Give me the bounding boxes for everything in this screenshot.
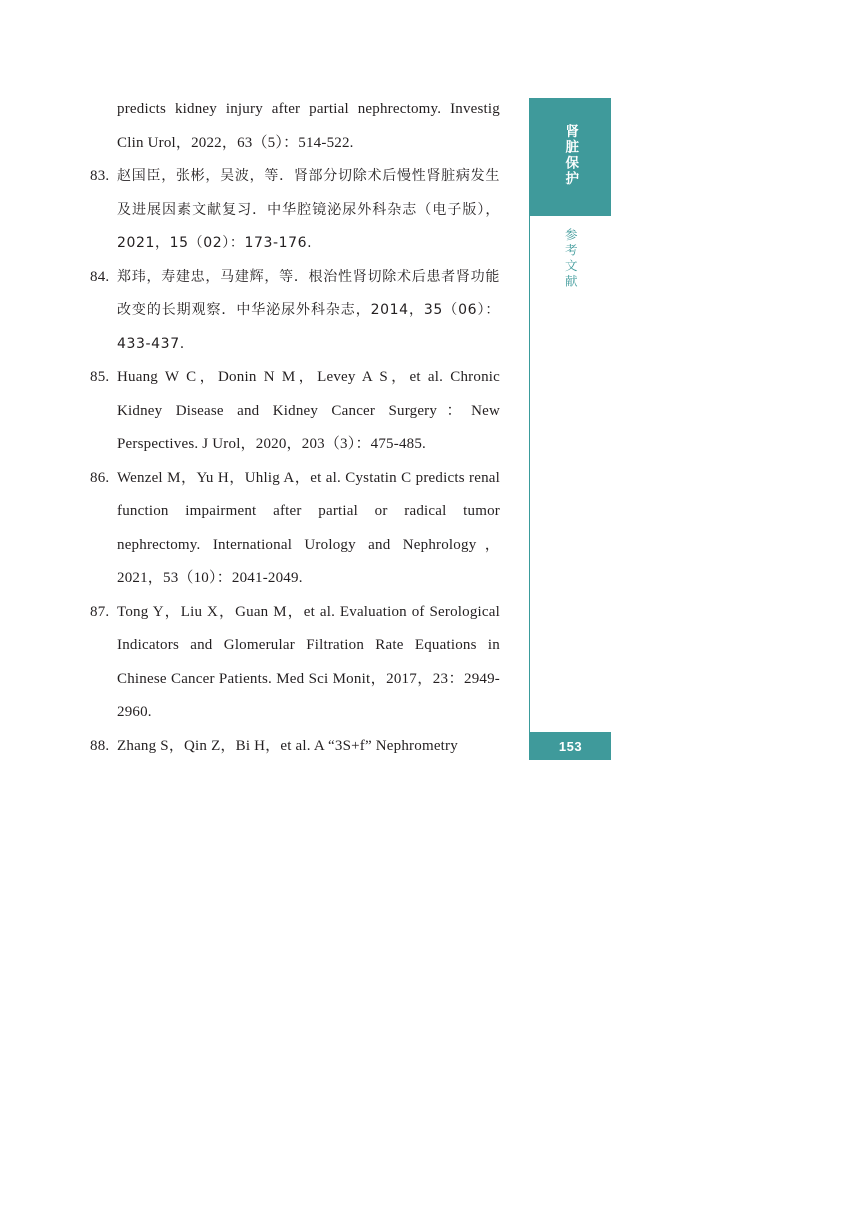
side-rail (529, 98, 611, 760)
reference-number: 85. (90, 369, 110, 385)
reference-number: 83. (90, 168, 110, 184)
reference-item (90, 261, 500, 362)
page-number: 153 (530, 732, 611, 760)
reference-item (90, 462, 500, 596)
reference-number: 86. (90, 469, 110, 486)
continued-reference-text: predicts kidney injury after partial nephrectomy. Investig Clin Urol，2022，63（5）：514-522. (117, 101, 500, 151)
reference-text: 赵国臣，张彬，吴波，等．肾部分切除术后慢性肾脏病发生及进展因素文献复习．中华腔镜泌尿外科杂志（电子版），2021，15（02）：173-176. (117, 168, 500, 251)
chapter-tab-label: 肾脏保护 (563, 124, 579, 187)
reference-number: 88. (90, 737, 110, 754)
reference-number: 87. (90, 603, 110, 620)
reference-item (90, 730, 500, 764)
reference-text: Wenzel M，Yu H，Uhlig A，et al. Cystatin C predicts renal function impairment after partial or radical tumor nephrectomy. International Urology and Nephrology，2021，53（10）：2041-2049. (117, 469, 500, 586)
reference-number: 84. (90, 268, 110, 285)
reference-item (90, 361, 500, 462)
chapter-tab (530, 98, 611, 216)
reference-text: Tong Y，Liu X，Guan M，et al. Evaluation of Serological Indicators and Glomerular Filtration Rate Equations in Chinese Cancer Patients. Med Sci Monit，2017，23：2949-2960. (117, 603, 500, 720)
reference-list (90, 93, 500, 763)
reference-text: Huang W C，Donin N M，Levey A S，et al. Chronic Kidney Disease and Kidney Cancer Surgery：New Perspectives. J Urol，2020，203（3）：475-485. (117, 369, 500, 452)
section-label-references: 参考文献 (563, 228, 578, 290)
reference-text: Zhang S，Qin Z，Bi H，et al. A “3S+f” Nephrometry (117, 737, 458, 754)
reference-text: 郑玮，寿建忠，马建辉，等．根治性肾切除术后患者肾功能改变的长期观察．中华泌尿外科杂志，2014，35（06）：433-437. (117, 268, 500, 352)
reference-item (90, 596, 500, 730)
reference-item (90, 160, 500, 261)
